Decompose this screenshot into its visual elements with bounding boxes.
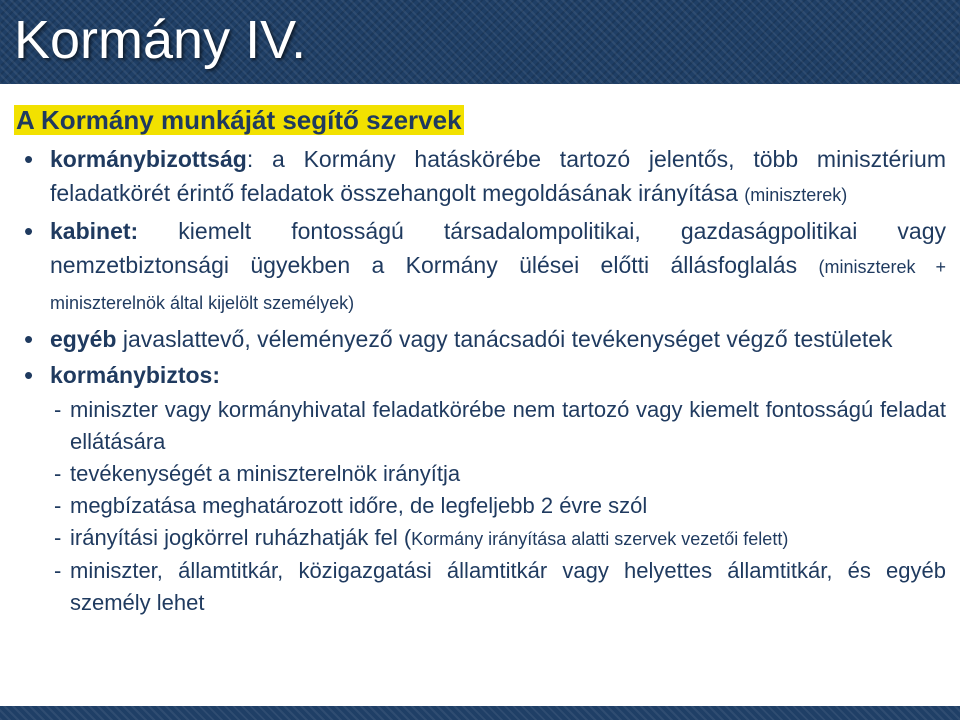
section-title-highlight: A Kormány munkáját segítő szervek xyxy=(16,105,462,135)
sub-item xyxy=(14,394,946,458)
bullet-item-kormanybiztos xyxy=(14,358,946,392)
sub-item xyxy=(14,522,946,555)
item-term: kormánybizottság xyxy=(50,146,247,172)
item-term: kormánybiztos: xyxy=(50,362,220,388)
sub-item-text: miniszter, államtitkár, közigazgatási államtitkár vagy helyettes államtitkár, és egyéb személy lehet xyxy=(70,558,946,615)
sub-item-text: irányítási jogkörrel ruházhatják fel ( xyxy=(70,525,412,550)
sub-item xyxy=(14,555,946,619)
sub-item-text: tevékenységét a miniszterelnök irányítja xyxy=(70,461,461,486)
sub-item-text: miniszter vagy kormányhivatal feladatkörébe nem tartozó vagy kiemelt fontosságú feladat ellátására xyxy=(70,397,946,454)
section-title xyxy=(14,100,946,140)
item-text: a Kormány hatáskörébe tartozó jelentős, több minisztérium feladatkörét érintő feladatok összehangolt megoldásának irányítása xyxy=(50,146,946,206)
bullet-item-egyeb xyxy=(14,322,946,356)
item-term: egyéb xyxy=(50,326,117,352)
item-note: (miniszterek + miniszterelnök által kijelölt személyek) xyxy=(50,257,946,313)
sub-item-note: Kormány irányítása alatti szervek vezetői felett) xyxy=(411,529,789,549)
slide-content xyxy=(14,100,946,619)
bullet-item-kabinet xyxy=(14,214,946,320)
sub-item xyxy=(14,490,946,522)
bullet-item-kormanybizottsag xyxy=(14,142,946,212)
title-bar xyxy=(0,0,960,84)
item-note: (miniszterek) xyxy=(744,185,848,205)
item-text: javaslattevő, véleményező vagy tanácsadói tevékenységet végző testületek xyxy=(116,326,893,352)
bottom-bar xyxy=(0,706,960,720)
slide-title: Kormány IV. xyxy=(14,10,307,70)
sub-item xyxy=(14,458,946,490)
item-term: kabinet: xyxy=(50,218,139,244)
item-separator: : xyxy=(246,146,254,172)
item-text: kiemelt fontosságú társadalompolitikai, gazdaságpolitikai vagy nemzetbiztonsági ügyekben a Kormány ülései előtti állásfoglalás xyxy=(50,218,946,278)
sub-item-text: megbízatása meghatározott időre, de legfeljebb 2 évre szól xyxy=(70,493,648,518)
